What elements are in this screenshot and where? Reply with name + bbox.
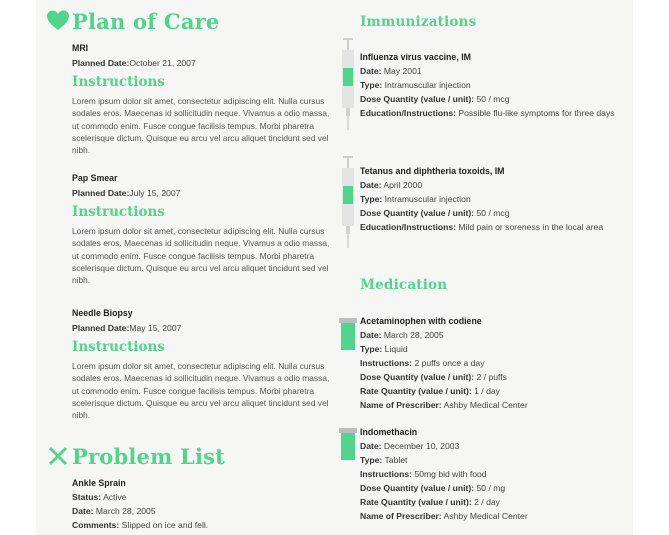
date-value: March 28, 2005 xyxy=(95,506,156,516)
instructions-value: 2 puffs once a day xyxy=(414,358,485,368)
plan-item-name: MRI xyxy=(72,43,89,53)
syringe-icon xyxy=(341,156,355,248)
status-label: Status: xyxy=(72,492,102,502)
comments-value: Slipped on ice and fell. xyxy=(121,520,209,530)
instructions-value: 50mg bid with food xyxy=(414,469,487,479)
date-value: December 10, 2003 xyxy=(383,441,460,451)
date-label: Date: xyxy=(360,441,382,451)
planned-date-value: July 15, 2007 xyxy=(129,188,181,199)
dose-label: Dose Quantity (value / unit): xyxy=(360,208,475,218)
status-value: Active xyxy=(103,492,127,502)
planned-date-value: May 15, 2007 xyxy=(129,323,182,334)
type-value: Intramuscular injection xyxy=(384,194,471,204)
problem-item xyxy=(72,476,332,532)
plan-item-name: Pap Smear xyxy=(72,173,118,183)
immunization-item xyxy=(360,50,630,120)
syringe-icon xyxy=(341,38,355,130)
instructions-label: Instructions: xyxy=(360,469,413,479)
planned-date-value: October 21, 2007 xyxy=(129,58,196,69)
date-label: Date: xyxy=(360,330,382,340)
instructions-text: Lorem ipsum dolor sit amet, consectetur adipiscing elit. Nulla cursus sodales eros. Maecenas id sollicitudin neque. Vivamus a odio massa, ut commodo enim. Fusce congue facilisis tempus. Morbi pharetra scelerisque dictum. Quisque eu arcu vel arcu aliquet tincidunt sed vel nibh. xyxy=(72,225,330,286)
type-label: Type: xyxy=(360,194,383,204)
dose-value: 50 / mcg xyxy=(476,94,510,104)
date-label: Date: xyxy=(72,506,94,516)
right-column xyxy=(333,0,633,535)
immunization-item xyxy=(360,164,630,234)
instructions-label: Instructions: xyxy=(360,358,413,368)
dose-label: Dose Quantity (value / unit): xyxy=(360,483,475,493)
type-value: Liquid xyxy=(384,344,408,354)
dose-value: 50 / mcg xyxy=(476,208,510,218)
date-value: April 2000 xyxy=(383,180,423,190)
plan-item-name: Needle Biopsy xyxy=(72,308,133,318)
vial-icon xyxy=(339,428,357,460)
instructions-text: Lorem ipsum dolor sit amet, consectetur adipiscing elit. Nulla cursus sodales eros. Maecenas id sollicitudin neque. Vivamus a odio massa, ut commodo enim. Fusce congue facilisis tempus. Morbi pharetra scelerisque dictum. Quisque eu arcu vel arcu aliquet tincidunt sed vel nibh. xyxy=(72,95,330,156)
problem-list-title: Problem List xyxy=(72,444,226,469)
left-column xyxy=(36,0,336,535)
instructions-heading: Instructions xyxy=(72,203,165,220)
plan-item xyxy=(72,307,332,422)
date-label: Date: xyxy=(360,66,382,76)
plan-item xyxy=(72,172,332,287)
problem-item-name: Ankle Sprain xyxy=(72,478,126,488)
instructions-heading: Instructions xyxy=(72,73,165,90)
medication-title: Medication xyxy=(360,277,448,293)
education-value: Mild pain or soreness in the local area xyxy=(458,222,604,232)
immunization-name: Influenza virus vaccine, IM xyxy=(360,52,471,62)
rate-label: Rate Quantity (value / unit): xyxy=(360,497,472,507)
heart-icon xyxy=(46,9,70,33)
dose-value: 50 / mg xyxy=(476,483,506,493)
dose-label: Dose Quantity (value / unit): xyxy=(360,372,475,382)
type-label: Type: xyxy=(360,80,383,90)
planned-date-label: Planned Date: xyxy=(72,323,130,334)
education-value: Possible flu-like symptoms for three days xyxy=(458,108,615,118)
comments-label: Comments: xyxy=(72,520,120,530)
prescriber-label: Name of Prescriber: xyxy=(360,400,442,410)
planned-date-label: Planned Date: xyxy=(72,58,130,69)
vial-icon xyxy=(339,318,357,350)
education-label: Education/Instructions: xyxy=(360,222,456,232)
type-label: Type: xyxy=(360,344,383,354)
rate-value: 1 / day xyxy=(474,386,500,396)
medication-name: Acetaminophen with codiene xyxy=(360,316,482,326)
planned-date-label: Planned Date: xyxy=(72,188,130,199)
medication-item xyxy=(360,314,630,412)
date-value: March 28, 2005 xyxy=(383,330,444,340)
medication-item xyxy=(360,425,630,523)
immunization-name: Tetanus and diphtheria toxoids, IM xyxy=(360,166,505,176)
immunizations-title: Immunizations xyxy=(360,14,477,30)
type-value: Intramuscular injection xyxy=(384,80,471,90)
medication-name: Indomethacin xyxy=(360,427,418,437)
rate-value: 2 / day xyxy=(474,497,500,507)
instructions-text: Lorem ipsum dolor sit amet, consectetur adipiscing elit. Nulla cursus sodales eros. Maecenas id sollicitudin neque. Vivamus a odio massa, ut commodo enim. Fusce congue facilisis tempus. Morbi pharetra scelerisque dictum. Quisque eu arcu vel arcu aliquet tincidunt sed vel nibh. xyxy=(72,360,330,421)
dose-value: 2 / puffs xyxy=(476,372,507,382)
type-value: Tablet xyxy=(384,455,408,465)
instructions-heading: Instructions xyxy=(72,338,165,355)
x-icon xyxy=(46,444,70,468)
education-label: Education/Instructions: xyxy=(360,108,456,118)
date-label: Date: xyxy=(360,180,382,190)
plan-of-care-title: Plan of Care xyxy=(72,9,220,34)
prescriber-label: Name of Prescriber: xyxy=(360,511,442,521)
dose-label: Dose Quantity (value / unit): xyxy=(360,94,475,104)
prescriber-value: Ashby Medical Center xyxy=(443,400,528,410)
rate-label: Rate Quantity (value / unit): xyxy=(360,386,472,396)
type-label: Type: xyxy=(360,455,383,465)
date-value: May 2001 xyxy=(383,66,422,76)
plan-item xyxy=(72,42,332,157)
prescriber-value: Ashby Medical Center xyxy=(443,511,528,521)
